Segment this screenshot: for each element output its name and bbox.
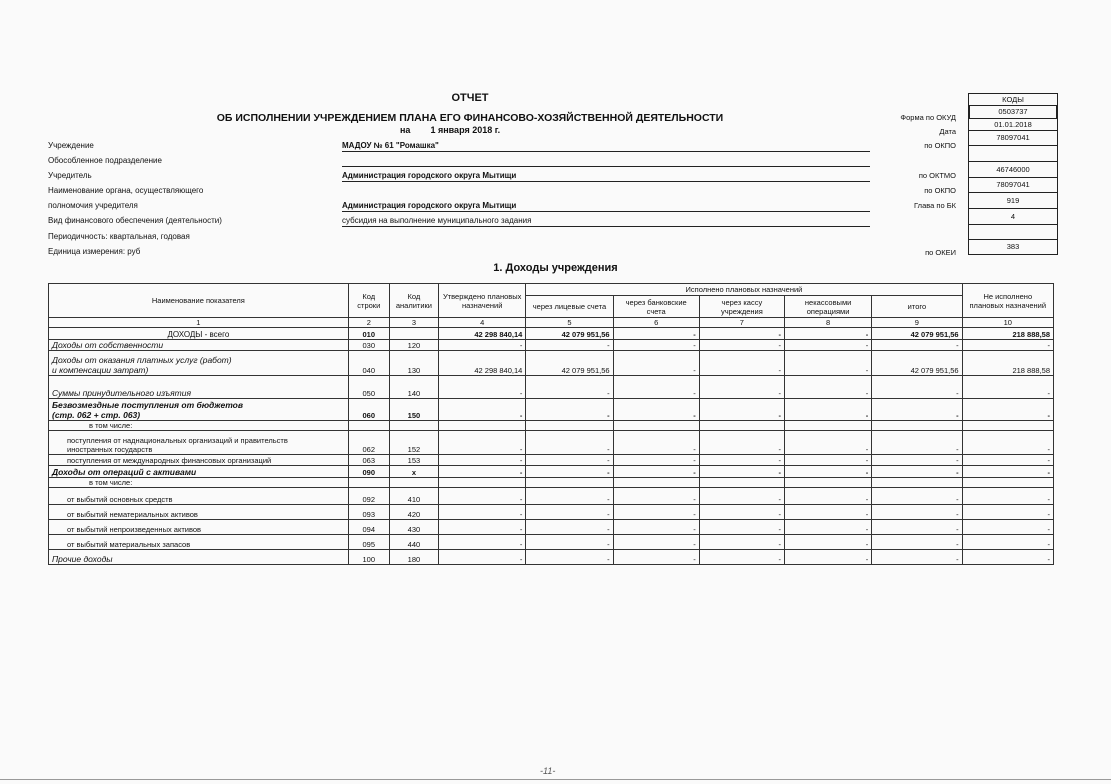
- row-name: от выбытий основных средств: [49, 488, 349, 505]
- column-numbers-row: [49, 318, 1054, 328]
- row-via-accounts: -: [526, 520, 613, 535]
- row-via-bank: -: [613, 340, 699, 351]
- row-analytic: 180: [389, 550, 438, 565]
- report-subtitle: ОБ ИСПОЛНЕНИИ УЧРЕЖДЕНИЕМ ПЛАНА ЕГО ФИНАНСОВО-ХОЗЯЙСТВЕННОЙ ДЕЯТЕЛЬНОСТИ: [216, 112, 724, 124]
- row-total: [872, 478, 962, 488]
- row-total: -: [872, 376, 962, 399]
- periodicity-code: [969, 225, 1057, 240]
- row-name: Доходы от операций с активами: [49, 466, 349, 478]
- col-noncash-header: некассовыми операциями: [784, 296, 871, 318]
- row-noncash: [784, 478, 871, 488]
- okud-label: Форма по ОКУД: [900, 113, 956, 122]
- row-name: Доходы от собственности: [49, 340, 349, 351]
- row-name: [49, 431, 349, 455]
- row-code: [348, 421, 389, 431]
- col-number: 7: [699, 318, 784, 328]
- col-total-header: итого: [872, 296, 962, 318]
- row-name-line: Доходы от оказания платных услуг (работ): [52, 355, 232, 365]
- row-approved: 42 298 840,14: [439, 328, 526, 340]
- row-via-bank: -: [613, 376, 699, 399]
- row-code: 095: [348, 535, 389, 550]
- row-name: [49, 351, 349, 376]
- row-not-executed: [962, 478, 1053, 488]
- row-analytic: 420: [389, 505, 438, 520]
- row-via-bank: [613, 421, 699, 431]
- row-via-bank: -: [613, 431, 699, 455]
- unit-label: Единица измерения: руб: [48, 247, 141, 256]
- row-name-line: поступления от наднациональных организаций и правительств: [67, 436, 288, 445]
- row-via-bank: -: [613, 466, 699, 478]
- row-noncash: -: [784, 466, 871, 478]
- row-name: от выбытий материальных запасов: [49, 535, 349, 550]
- row-approved: -: [439, 550, 526, 565]
- table-row: [49, 399, 1054, 421]
- row-via-accounts: -: [526, 455, 613, 466]
- date-prefix: на: [400, 125, 411, 135]
- row-via-accounts: [526, 478, 613, 488]
- row-via-accounts: -: [526, 505, 613, 520]
- row-via-accounts: -: [526, 399, 613, 421]
- bk-label: Глава по БК: [914, 201, 956, 210]
- row-total: [872, 421, 962, 431]
- row-name: в том числе:: [49, 478, 349, 488]
- row-analytic: 140: [389, 376, 438, 399]
- funding-code: 4: [969, 209, 1057, 225]
- row-via-bank: -: [613, 399, 699, 421]
- row-approved: 42 298 840,14: [439, 351, 526, 376]
- row-name: [49, 399, 349, 421]
- row-approved: -: [439, 340, 526, 351]
- table-row: [49, 328, 1054, 340]
- row-via-accounts: -: [526, 488, 613, 505]
- okud-code: 0503737: [968, 106, 1058, 119]
- row-code: 092: [348, 488, 389, 505]
- row-total: -: [872, 488, 962, 505]
- row-not-executed: -: [962, 505, 1053, 520]
- row-code: [348, 478, 389, 488]
- row-noncash: -: [784, 328, 871, 340]
- col-number: 3: [389, 318, 438, 328]
- col-number: 1: [49, 318, 349, 328]
- col-number: 4: [439, 318, 526, 328]
- row-code: 010: [348, 328, 389, 340]
- row-analytic: 410: [389, 488, 438, 505]
- row-via-cash: -: [699, 340, 784, 351]
- table-row: [49, 466, 1054, 478]
- col-via-accounts-header: через лицевые счета: [526, 296, 613, 318]
- funding-label: Вид финансового обеспечения (деятельности): [48, 216, 222, 225]
- row-via-accounts: 42 079 951,56: [526, 351, 613, 376]
- row-analytic: 430: [389, 520, 438, 535]
- row-name: Суммы принудительного изъятия: [49, 376, 349, 399]
- table-row: [49, 520, 1054, 535]
- row-via-cash: -: [699, 399, 784, 421]
- col-number: 2: [348, 318, 389, 328]
- row-not-executed: -: [962, 466, 1053, 478]
- row-total: -: [872, 399, 962, 421]
- report-title: ОТЧЕТ: [451, 92, 489, 104]
- row-via-cash: -: [699, 431, 784, 455]
- row-approved: -: [439, 455, 526, 466]
- row-via-bank: -: [613, 488, 699, 505]
- funding-value: субсидия на выполнение муниципального задания: [342, 215, 870, 227]
- row-via-cash: -: [699, 550, 784, 565]
- row-via-cash: -: [699, 328, 784, 340]
- row-via-accounts: -: [526, 431, 613, 455]
- subdivision-code: [969, 146, 1057, 162]
- row-name: от выбытий нематериальных активов: [49, 505, 349, 520]
- okei-label: по ОКЕИ: [925, 248, 956, 257]
- col-number: 10: [962, 318, 1053, 328]
- row-via-cash: -: [699, 488, 784, 505]
- row-via-cash: -: [699, 455, 784, 466]
- table-row: [49, 376, 1054, 399]
- row-noncash: -: [784, 520, 871, 535]
- authority-label-1: Наименование органа, осуществляющего: [48, 186, 204, 195]
- row-via-accounts: 42 079 951,56: [526, 328, 613, 340]
- okei-code: 383: [1006, 242, 1020, 251]
- row-via-accounts: -: [526, 550, 613, 565]
- okpo2-code: 78097041: [969, 178, 1057, 193]
- date-value: 1 января 2018 г.: [430, 125, 501, 135]
- row-noncash: -: [784, 550, 871, 565]
- col-approved-header: Утверждено плановых назначений: [439, 284, 526, 318]
- report-date: [400, 125, 500, 135]
- row-noncash: -: [784, 431, 871, 455]
- row-not-executed: [962, 421, 1053, 431]
- row-noncash: -: [784, 505, 871, 520]
- row-via-accounts: -: [526, 376, 613, 399]
- row-approved: -: [439, 520, 526, 535]
- row-code: 060: [348, 399, 389, 421]
- table-row: [49, 488, 1054, 505]
- row-via-accounts: -: [526, 340, 613, 351]
- table-row: [49, 478, 1054, 488]
- row-total: 42 079 951,56: [872, 328, 962, 340]
- row-via-bank: -: [613, 535, 699, 550]
- institution-value: МАДОУ № 61 "Ромашка": [342, 140, 870, 152]
- founder-label: Учредитель: [48, 171, 92, 180]
- row-not-executed: -: [962, 399, 1053, 421]
- row-via-bank: -: [613, 505, 699, 520]
- okpo2-label: по ОКПО: [924, 186, 956, 195]
- row-via-bank: -: [613, 550, 699, 565]
- table-row: [49, 550, 1054, 565]
- row-code: 100: [348, 550, 389, 565]
- subdivision-value: [342, 155, 870, 167]
- col-code-line-header: Код строки: [348, 284, 389, 318]
- row-name-line: Безвозмездные поступления от бюджетов: [52, 400, 243, 410]
- col-code-analytic-header: Код аналитики: [389, 284, 438, 318]
- row-via-accounts: -: [526, 466, 613, 478]
- okpo-code: 78097041: [969, 131, 1057, 146]
- row-analytic: 120: [389, 340, 438, 351]
- table-row: [49, 431, 1054, 455]
- row-analytic: 150: [389, 399, 438, 421]
- row-code: 062: [348, 431, 389, 455]
- col-via-bank-header: через банковские счета: [613, 296, 699, 318]
- table-row: [49, 535, 1054, 550]
- income-table: [48, 283, 1054, 565]
- table-row: [49, 351, 1054, 376]
- row-not-executed: -: [962, 431, 1053, 455]
- row-via-cash: -: [699, 466, 784, 478]
- row-via-cash: -: [699, 520, 784, 535]
- row-approved: -: [439, 488, 526, 505]
- row-noncash: [784, 421, 871, 431]
- row-code: 050: [348, 376, 389, 399]
- row-analytic: 153: [389, 455, 438, 466]
- row-name: ДОХОДЫ - всего: [49, 328, 349, 340]
- row-total: -: [872, 535, 962, 550]
- row-code: 040: [348, 351, 389, 376]
- row-total: -: [872, 466, 962, 478]
- row-code: 090: [348, 466, 389, 478]
- row-total: -: [872, 520, 962, 535]
- row-approved: -: [439, 466, 526, 478]
- row-not-executed: 218 888,58: [962, 328, 1053, 340]
- row-code: 063: [348, 455, 389, 466]
- row-approved: -: [439, 505, 526, 520]
- row-total: -: [872, 431, 962, 455]
- row-analytic: 440: [389, 535, 438, 550]
- oktmo-code: 46746000: [969, 162, 1057, 178]
- codes-box: [968, 93, 1058, 255]
- row-noncash: -: [784, 488, 871, 505]
- page-number: -11-: [540, 766, 556, 776]
- row-analytic: 130: [389, 351, 438, 376]
- authority-value: Администрация городского округа Мытищи: [342, 200, 870, 212]
- row-analytic: x: [389, 466, 438, 478]
- col-number: 8: [784, 318, 871, 328]
- bk-code: 919: [969, 193, 1057, 209]
- row-noncash: -: [784, 399, 871, 421]
- row-noncash: -: [784, 535, 871, 550]
- row-approved: [439, 421, 526, 431]
- row-approved: -: [439, 431, 526, 455]
- row-via-bank: -: [613, 455, 699, 466]
- row-via-bank: -: [613, 328, 699, 340]
- row-name: Прочие доходы: [49, 550, 349, 565]
- row-not-executed: -: [962, 535, 1053, 550]
- row-name-line: (стр. 062 + стр. 063): [52, 410, 141, 420]
- row-not-executed: -: [962, 550, 1053, 565]
- row-not-executed: -: [962, 340, 1053, 351]
- row-noncash: -: [784, 340, 871, 351]
- founder-value: Администрация городского округа Мытищи: [342, 170, 870, 182]
- row-name: от выбытий непроизведенных активов: [49, 520, 349, 535]
- date-code-label: Дата: [939, 127, 956, 136]
- row-not-executed: -: [962, 455, 1053, 466]
- row-approved: -: [439, 376, 526, 399]
- row-noncash: -: [784, 351, 871, 376]
- bottom-divider: [0, 779, 1111, 780]
- col-name-header: Наименование показателя: [49, 284, 349, 318]
- row-via-cash: -: [699, 535, 784, 550]
- table-row: [49, 455, 1054, 466]
- row-via-cash: -: [699, 351, 784, 376]
- codes-header: КОДЫ: [969, 94, 1057, 106]
- col-not-executed-header: Не исполнено плановых назначений: [962, 284, 1053, 318]
- row-noncash: -: [784, 455, 871, 466]
- row-name-line: и компенсации затрат): [52, 365, 149, 375]
- date-code: 01.01.2018: [969, 119, 1057, 132]
- row-total: -: [872, 455, 962, 466]
- row-via-cash: -: [699, 505, 784, 520]
- row-analytic: [389, 328, 438, 340]
- periodicity-label: Периодичность: квартальная, годовая: [48, 232, 190, 241]
- oktmo-label: по ОКТМО: [918, 171, 956, 180]
- row-via-bank: -: [613, 520, 699, 535]
- row-not-executed: 218 888,58: [962, 351, 1053, 376]
- row-via-bank: -: [613, 351, 699, 376]
- col-executed-header: Исполнено плановых назначений: [526, 284, 962, 296]
- row-total: -: [872, 340, 962, 351]
- row-approved: [439, 478, 526, 488]
- row-name: в том числе:: [49, 421, 349, 431]
- row-total: 42 079 951,56: [872, 351, 962, 376]
- okpo-label: по ОКПО: [924, 141, 956, 150]
- row-code: 093: [348, 505, 389, 520]
- row-via-cash: [699, 478, 784, 488]
- row-total: -: [872, 505, 962, 520]
- row-not-executed: -: [962, 376, 1053, 399]
- row-not-executed: -: [962, 520, 1053, 535]
- row-code: 030: [348, 340, 389, 351]
- row-approved: -: [439, 399, 526, 421]
- subdivision-label: Обособленное подразделение: [48, 156, 162, 165]
- section-title: 1. Доходы учреждения: [493, 262, 618, 274]
- row-analytic: [389, 421, 438, 431]
- col-via-cash-header: через кассу учреждения: [699, 296, 784, 318]
- row-analytic: [389, 478, 438, 488]
- table-row: [49, 340, 1054, 351]
- institution-label: Учреждение: [48, 141, 94, 150]
- table-row: [49, 421, 1054, 431]
- row-not-executed: -: [962, 488, 1053, 505]
- col-number: 5: [526, 318, 613, 328]
- row-approved: -: [439, 535, 526, 550]
- row-via-bank: [613, 478, 699, 488]
- col-number: 6: [613, 318, 699, 328]
- row-analytic: 152: [389, 431, 438, 455]
- row-name-line: иностранных государств: [67, 445, 153, 454]
- row-name: поступления от международных финансовых организаций: [49, 455, 349, 466]
- row-via-cash: [699, 421, 784, 431]
- row-total: -: [872, 550, 962, 565]
- row-via-accounts: [526, 421, 613, 431]
- col-number: 9: [872, 318, 962, 328]
- row-via-accounts: -: [526, 535, 613, 550]
- row-noncash: -: [784, 376, 871, 399]
- table-row: [49, 505, 1054, 520]
- authority-label-2: полномочия учредителя: [48, 201, 138, 210]
- row-code: 094: [348, 520, 389, 535]
- row-via-cash: -: [699, 376, 784, 399]
